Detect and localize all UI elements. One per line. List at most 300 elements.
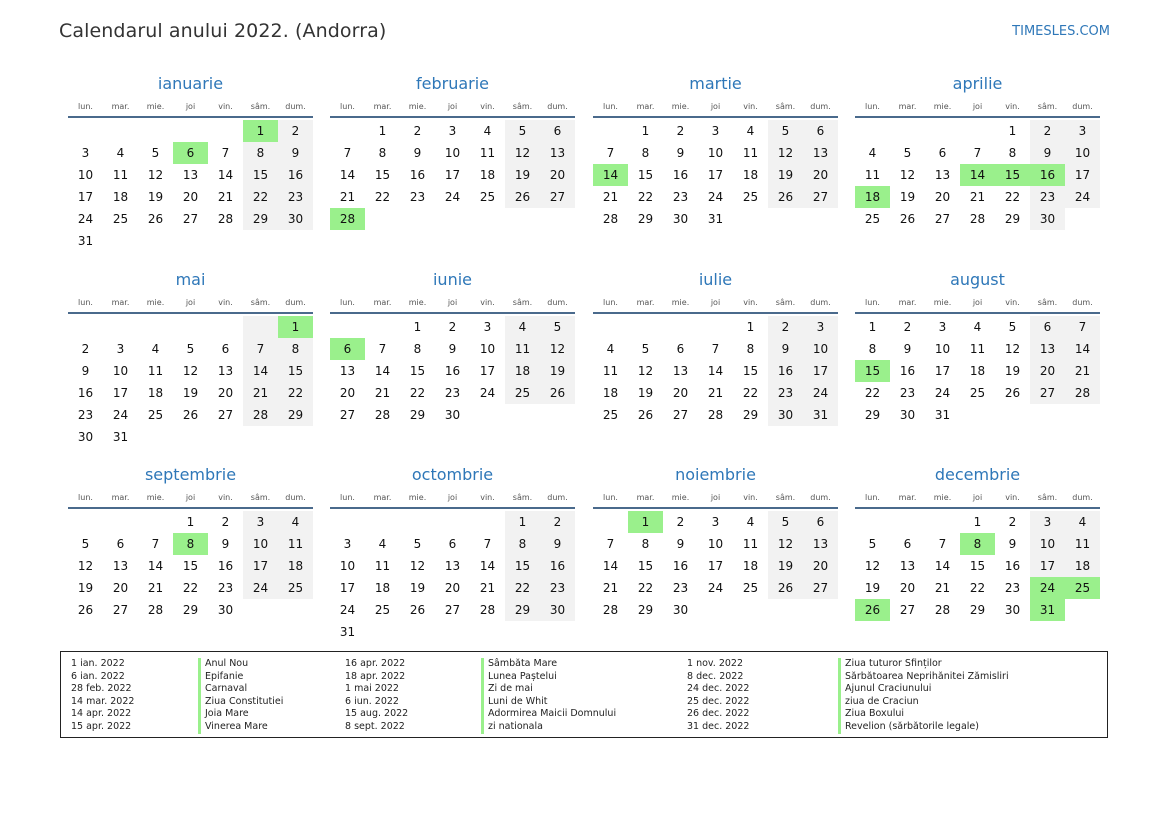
day-cell[interactable]: 23 [444,386,461,400]
day-cell[interactable]: 22 [182,581,199,595]
day-cell[interactable]: 22 [409,386,426,400]
day-cell[interactable]: 20 [182,190,199,204]
day-cell[interactable]: 8 [868,342,877,356]
day-cell[interactable]: 17 [339,581,356,595]
day-cell[interactable]: 18 [505,360,540,382]
day-cell[interactable]: 15 [637,559,654,573]
day-cell[interactable]: 6 [116,537,125,551]
day-cell[interactable]: 13 [672,364,689,378]
day-cell[interactable]: 28 [707,408,724,422]
day-cell[interactable]: 18 [147,386,164,400]
day-cell[interactable]: 16 [444,364,461,378]
day-cell[interactable]: 15 [505,555,540,577]
day-cell[interactable]: 3 [343,537,352,551]
day-cell[interactable]: 26 [77,603,94,617]
day-cell[interactable]: 28 [969,212,986,226]
day-cell[interactable]: 14 [1065,338,1100,360]
day-cell[interactable]: 1 [378,124,387,138]
day-cell[interactable]: 17 [707,168,724,182]
day-cell[interactable]: 31 [707,212,724,226]
day-cell[interactable]: 21 [969,190,986,204]
day-cell[interactable]: 24 [707,581,724,595]
day-cell[interactable]: 26 [768,186,803,208]
day-cell[interactable]: 24 [339,603,356,617]
day-cell[interactable]: 7 [606,537,615,551]
day-cell[interactable]: 13 [899,559,916,573]
day-cell[interactable]: 9 [768,338,803,360]
holiday-day-cell[interactable]: 28 [330,208,365,230]
day-cell[interactable]: 18 [374,581,391,595]
day-cell[interactable]: 22 [278,382,313,404]
day-cell[interactable]: 2 [768,316,803,338]
day-cell[interactable]: 9 [1008,537,1017,551]
day-cell[interactable]: 8 [413,342,422,356]
day-cell[interactable]: 27 [540,186,575,208]
day-cell[interactable]: 1 [505,511,540,533]
day-cell[interactable]: 16 [672,168,689,182]
day-cell[interactable]: 14 [243,360,278,382]
day-cell[interactable]: 9 [278,142,313,164]
day-cell[interactable]: 21 [602,581,619,595]
day-cell[interactable]: 30 [672,212,689,226]
day-cell[interactable]: 29 [1004,212,1021,226]
day-cell[interactable]: 11 [147,364,164,378]
day-cell[interactable]: 19 [409,581,426,595]
day-cell[interactable]: 6 [803,120,838,142]
day-cell[interactable]: 22 [637,190,654,204]
day-cell[interactable]: 22 [742,386,759,400]
day-cell[interactable]: 13 [934,168,951,182]
day-cell[interactable]: 20 [444,581,461,595]
day-cell[interactable]: 24 [479,386,496,400]
day-cell[interactable]: 3 [116,342,125,356]
day-cell[interactable]: 2 [1008,515,1017,529]
day-cell[interactable]: 7 [343,146,352,160]
day-cell[interactable]: 25 [278,577,313,599]
day-cell[interactable]: 28 [602,212,619,226]
day-cell[interactable]: 24 [934,386,951,400]
day-cell[interactable]: 17 [934,364,951,378]
day-cell[interactable]: 22 [505,577,540,599]
day-cell[interactable]: 8 [641,537,650,551]
day-cell[interactable]: 20 [899,581,916,595]
day-cell[interactable]: 19 [899,190,916,204]
day-cell[interactable]: 6 [938,146,947,160]
day-cell[interactable]: 27 [217,408,234,422]
day-cell[interactable]: 18 [742,559,759,573]
day-cell[interactable]: 28 [243,404,278,426]
day-cell[interactable]: 13 [444,559,461,573]
day-cell[interactable]: 5 [505,120,540,142]
day-cell[interactable]: 15 [969,559,986,573]
day-cell[interactable]: 26 [147,212,164,226]
day-cell[interactable]: 20 [1030,360,1065,382]
day-cell[interactable]: 15 [182,559,199,573]
day-cell[interactable]: 5 [868,537,877,551]
day-cell[interactable]: 4 [116,146,125,160]
day-cell[interactable]: 25 [742,190,759,204]
day-cell[interactable]: 24 [243,577,278,599]
day-cell[interactable]: 30 [217,603,234,617]
day-cell[interactable]: 23 [217,581,234,595]
day-cell[interactable]: 10 [707,537,724,551]
day-cell[interactable]: 23 [672,581,689,595]
day-cell[interactable]: 1 [1008,124,1017,138]
day-cell[interactable]: 25 [479,190,496,204]
day-cell[interactable]: 27 [899,603,916,617]
day-cell[interactable]: 25 [374,603,391,617]
day-cell[interactable]: 2 [540,511,575,533]
day-cell[interactable]: 21 [374,386,391,400]
day-cell[interactable]: 31 [339,625,356,639]
day-cell[interactable]: 25 [505,382,540,404]
holiday-day-cell[interactable]: 1 [278,316,313,338]
day-cell[interactable]: 18 [479,168,496,182]
day-cell[interactable]: 22 [637,581,654,595]
day-cell[interactable]: 23 [1004,581,1021,595]
day-cell[interactable]: 16 [899,364,916,378]
day-cell[interactable]: 3 [81,146,90,160]
day-cell[interactable]: 14 [934,559,951,573]
day-cell[interactable]: 31 [112,430,129,444]
day-cell[interactable]: 27 [112,603,129,617]
day-cell[interactable]: 22 [969,581,986,595]
day-cell[interactable]: 7 [151,537,160,551]
day-cell[interactable]: 29 [742,408,759,422]
day-cell[interactable]: 7 [606,146,615,160]
day-cell[interactable]: 16 [77,386,94,400]
day-cell[interactable]: 12 [505,142,540,164]
day-cell[interactable]: 30 [1004,603,1021,617]
day-cell[interactable]: 30 [278,208,313,230]
holiday-day-cell[interactable]: 6 [173,142,208,164]
holiday-day-cell[interactable]: 24 [1030,577,1065,599]
day-cell[interactable]: 11 [505,338,540,360]
day-cell[interactable]: 25 [864,212,881,226]
day-cell[interactable]: 5 [151,146,160,160]
day-cell[interactable]: 7 [1065,316,1100,338]
day-cell[interactable]: 30 [672,603,689,617]
day-cell[interactable]: 29 [637,603,654,617]
holiday-day-cell[interactable]: 26 [855,599,890,621]
day-cell[interactable]: 24 [707,190,724,204]
day-cell[interactable]: 23 [278,186,313,208]
day-cell[interactable]: 10 [77,168,94,182]
day-cell[interactable]: 20 [934,190,951,204]
day-cell[interactable]: 9 [448,342,457,356]
day-cell[interactable]: 4 [606,342,615,356]
day-cell[interactable]: 16 [540,555,575,577]
day-cell[interactable]: 26 [637,408,654,422]
day-cell[interactable]: 22 [864,386,881,400]
day-cell[interactable]: 19 [505,164,540,186]
day-cell[interactable]: 29 [637,212,654,226]
day-cell[interactable]: 8 [746,342,755,356]
day-cell[interactable]: 19 [637,386,654,400]
day-cell[interactable]: 1 [413,320,422,334]
day-cell[interactable]: 2 [903,320,912,334]
day-cell[interactable]: 29 [243,208,278,230]
day-cell[interactable]: 21 [934,581,951,595]
day-cell[interactable]: 13 [182,168,199,182]
day-cell[interactable]: 28 [934,603,951,617]
day-cell[interactable]: 31 [803,404,838,426]
day-cell[interactable]: 3 [243,511,278,533]
day-cell[interactable]: 3 [711,124,720,138]
day-cell[interactable]: 22 [243,186,278,208]
day-cell[interactable]: 12 [540,338,575,360]
day-cell[interactable]: 24 [1065,186,1100,208]
day-cell[interactable]: 1 [641,124,650,138]
day-cell[interactable]: 23 [1030,186,1065,208]
day-cell[interactable]: 3 [711,515,720,529]
day-cell[interactable]: 14 [339,168,356,182]
day-cell[interactable]: 2 [676,515,685,529]
day-cell[interactable]: 10 [112,364,129,378]
day-cell[interactable]: 18 [742,168,759,182]
day-cell[interactable]: 27 [934,212,951,226]
holiday-day-cell[interactable]: 8 [173,533,208,555]
day-cell[interactable]: 13 [339,364,356,378]
day-cell[interactable]: 10 [339,559,356,573]
day-cell[interactable]: 5 [641,342,650,356]
holiday-day-cell[interactable]: 14 [960,164,995,186]
day-cell[interactable]: 10 [1065,142,1100,164]
day-cell[interactable]: 28 [479,603,496,617]
day-cell[interactable]: 11 [112,168,129,182]
day-cell[interactable]: 16 [1004,559,1021,573]
day-cell[interactable]: 18 [969,364,986,378]
day-cell[interactable]: 14 [602,559,619,573]
day-cell[interactable]: 16 [672,559,689,573]
site-link[interactable]: TIMESLES.COM [1012,24,1110,39]
day-cell[interactable]: 11 [479,146,496,160]
day-cell[interactable]: 2 [81,342,90,356]
day-cell[interactable]: 8 [1008,146,1017,160]
day-cell[interactable]: 5 [1008,320,1017,334]
day-cell[interactable]: 10 [707,146,724,160]
day-cell[interactable]: 17 [1065,164,1100,186]
day-cell[interactable]: 23 [409,190,426,204]
day-cell[interactable]: 3 [1030,511,1065,533]
day-cell[interactable]: 14 [479,559,496,573]
day-cell[interactable]: 4 [868,146,877,160]
day-cell[interactable]: 12 [637,364,654,378]
day-cell[interactable]: 23 [672,190,689,204]
day-cell[interactable]: 17 [707,559,724,573]
holiday-day-cell[interactable]: 16 [1030,164,1065,186]
day-cell[interactable]: 8 [243,142,278,164]
day-cell[interactable]: 11 [374,559,391,573]
day-cell[interactable]: 15 [243,164,278,186]
day-cell[interactable]: 19 [147,190,164,204]
day-cell[interactable]: 21 [147,581,164,595]
day-cell[interactable]: 12 [768,533,803,555]
day-cell[interactable]: 11 [742,146,759,160]
day-cell[interactable]: 1 [186,515,195,529]
day-cell[interactable]: 11 [742,537,759,551]
day-cell[interactable]: 29 [278,404,313,426]
day-cell[interactable]: 30 [768,404,803,426]
day-cell[interactable]: 4 [151,342,160,356]
day-cell[interactable]: 28 [602,603,619,617]
day-cell[interactable]: 7 [378,342,387,356]
day-cell[interactable]: 13 [540,142,575,164]
day-cell[interactable]: 9 [221,537,230,551]
day-cell[interactable]: 26 [505,186,540,208]
day-cell[interactable]: 6 [448,537,457,551]
day-cell[interactable]: 22 [374,190,391,204]
day-cell[interactable]: 10 [243,533,278,555]
day-cell[interactable]: 23 [77,408,94,422]
day-cell[interactable]: 19 [182,386,199,400]
day-cell[interactable]: 29 [864,408,881,422]
day-cell[interactable]: 20 [803,164,838,186]
day-cell[interactable]: 19 [1004,364,1021,378]
day-cell[interactable]: 26 [540,382,575,404]
day-cell[interactable]: 17 [444,168,461,182]
day-cell[interactable]: 12 [147,168,164,182]
day-cell[interactable]: 29 [969,603,986,617]
day-cell[interactable]: 27 [1030,382,1065,404]
day-cell[interactable]: 11 [969,342,986,356]
day-cell[interactable]: 24 [112,408,129,422]
day-cell[interactable]: 15 [278,360,313,382]
day-cell[interactable]: 4 [1065,511,1100,533]
day-cell[interactable]: 21 [707,386,724,400]
day-cell[interactable]: 21 [243,382,278,404]
day-cell[interactable]: 7 [243,338,278,360]
day-cell[interactable]: 4 [378,537,387,551]
day-cell[interactable]: 20 [217,386,234,400]
day-cell[interactable]: 9 [413,146,422,160]
day-cell[interactable]: 25 [969,386,986,400]
day-cell[interactable]: 18 [1065,555,1100,577]
day-cell[interactable]: 20 [112,581,129,595]
day-cell[interactable]: 16 [768,360,803,382]
day-cell[interactable]: 8 [278,338,313,360]
day-cell[interactable]: 15 [374,168,391,182]
holiday-day-cell[interactable]: 15 [855,360,890,382]
day-cell[interactable]: 25 [742,581,759,595]
day-cell[interactable]: 2 [413,124,422,138]
day-cell[interactable]: 13 [1030,338,1065,360]
day-cell[interactable]: 19 [864,581,881,595]
day-cell[interactable]: 8 [378,146,387,160]
day-cell[interactable]: 30 [540,599,575,621]
day-cell[interactable]: 26 [899,212,916,226]
day-cell[interactable]: 11 [864,168,881,182]
day-cell[interactable]: 20 [540,164,575,186]
day-cell[interactable]: 6 [221,342,230,356]
day-cell[interactable]: 28 [374,408,391,422]
day-cell[interactable]: 9 [903,342,912,356]
day-cell[interactable]: 23 [540,577,575,599]
day-cell[interactable]: 5 [540,316,575,338]
day-cell[interactable]: 21 [602,190,619,204]
day-cell[interactable]: 6 [540,120,575,142]
day-cell[interactable]: 10 [479,342,496,356]
day-cell[interactable]: 29 [182,603,199,617]
day-cell[interactable]: 4 [278,511,313,533]
day-cell[interactable]: 26 [768,577,803,599]
day-cell[interactable]: 4 [483,124,492,138]
day-cell[interactable]: 14 [374,364,391,378]
day-cell[interactable]: 31 [77,234,94,248]
day-cell[interactable]: 5 [413,537,422,551]
day-cell[interactable]: 12 [409,559,426,573]
day-cell[interactable]: 30 [77,430,94,444]
day-cell[interactable]: 7 [973,146,982,160]
day-cell[interactable]: 17 [77,190,94,204]
day-cell[interactable]: 26 [409,603,426,617]
day-cell[interactable]: 7 [221,146,230,160]
day-cell[interactable]: 7 [938,537,947,551]
holiday-day-cell[interactable]: 18 [855,186,890,208]
day-cell[interactable]: 3 [1065,120,1100,142]
day-cell[interactable]: 27 [803,577,838,599]
day-cell[interactable]: 29 [505,599,540,621]
day-cell[interactable]: 16 [217,559,234,573]
day-cell[interactable]: 3 [803,316,838,338]
day-cell[interactable]: 2 [1030,120,1065,142]
day-cell[interactable]: 10 [803,338,838,360]
day-cell[interactable]: 27 [803,186,838,208]
holiday-day-cell[interactable]: 25 [1065,577,1100,599]
day-cell[interactable]: 12 [899,168,916,182]
day-cell[interactable]: 5 [186,342,195,356]
day-cell[interactable]: 7 [711,342,720,356]
day-cell[interactable]: 27 [672,408,689,422]
day-cell[interactable]: 8 [641,146,650,160]
day-cell[interactable]: 31 [934,408,951,422]
day-cell[interactable]: 20 [672,386,689,400]
day-cell[interactable]: 13 [803,142,838,164]
day-cell[interactable]: 6 [803,511,838,533]
day-cell[interactable]: 12 [768,142,803,164]
day-cell[interactable]: 13 [112,559,129,573]
day-cell[interactable]: 19 [768,555,803,577]
day-cell[interactable]: 3 [938,320,947,334]
day-cell[interactable]: 11 [278,533,313,555]
day-cell[interactable]: 5 [768,120,803,142]
day-cell[interactable]: 27 [444,603,461,617]
day-cell[interactable]: 12 [864,559,881,573]
day-cell[interactable]: 1 [868,320,877,334]
day-cell[interactable]: 4 [746,515,755,529]
day-cell[interactable]: 28 [217,212,234,226]
day-cell[interactable]: 19 [768,164,803,186]
day-cell[interactable]: 28 [1065,382,1100,404]
day-cell[interactable]: 14 [217,168,234,182]
day-cell[interactable]: 6 [903,537,912,551]
day-cell[interactable]: 21 [217,190,234,204]
day-cell[interactable]: 27 [182,212,199,226]
day-cell[interactable]: 1 [746,320,755,334]
day-cell[interactable]: 2 [448,320,457,334]
day-cell[interactable]: 3 [483,320,492,334]
holiday-day-cell[interactable]: 8 [960,533,995,555]
day-cell[interactable]: 4 [746,124,755,138]
day-cell[interactable]: 21 [479,581,496,595]
day-cell[interactable]: 23 [768,382,803,404]
day-cell[interactable]: 19 [540,360,575,382]
day-cell[interactable]: 17 [243,555,278,577]
day-cell[interactable]: 17 [112,386,129,400]
day-cell[interactable]: 16 [409,168,426,182]
day-cell[interactable]: 13 [803,533,838,555]
day-cell[interactable]: 17 [1030,555,1065,577]
